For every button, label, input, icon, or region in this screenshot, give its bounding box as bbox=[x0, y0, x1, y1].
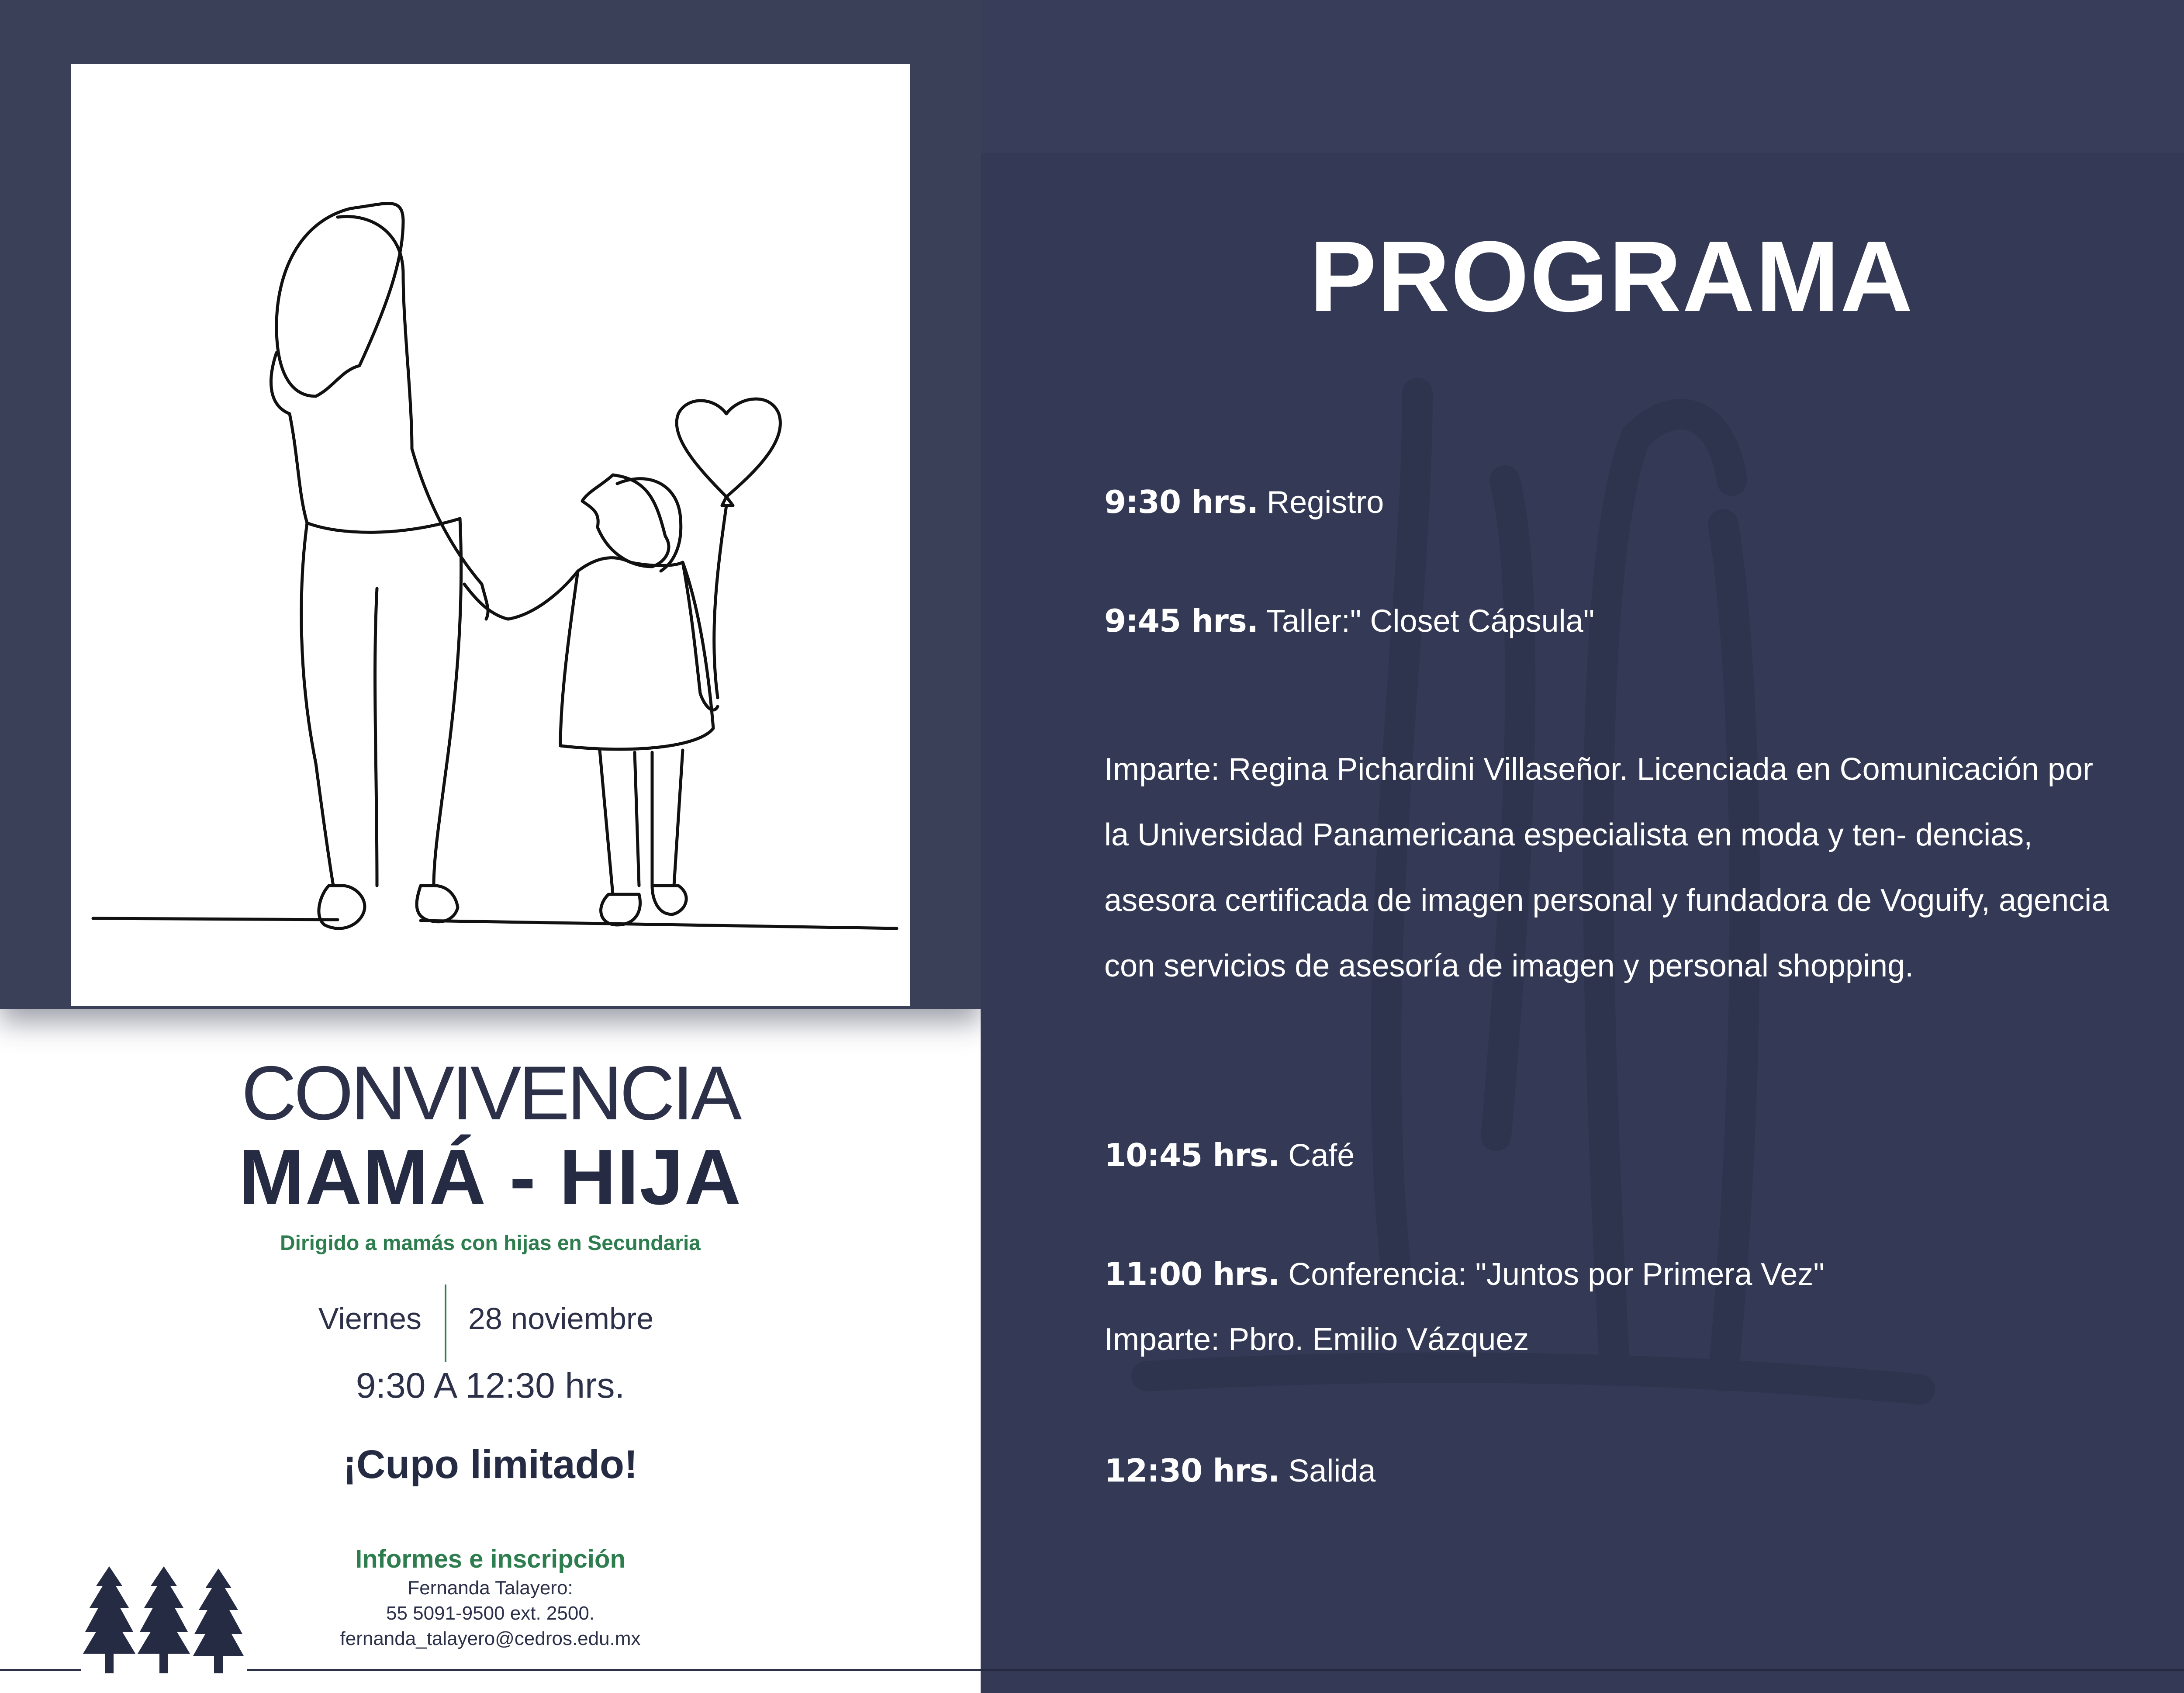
program-item-time: 12:30 hrs. bbox=[1104, 1452, 1280, 1489]
program-item bbox=[1104, 1137, 1355, 1174]
event-time: 9:30 A 12:30 hrs. bbox=[356, 1366, 625, 1406]
footer-line-left bbox=[0, 1669, 81, 1671]
program-item-time: 11:00 hrs. bbox=[1104, 1256, 1280, 1292]
contact-name: Fernanda Talayero: bbox=[408, 1577, 573, 1599]
program-speaker-bio bbox=[1104, 737, 2122, 999]
event-subtitle: Dirigido a mamás con hijas en Secundaria bbox=[280, 1232, 701, 1255]
program-item bbox=[1104, 1452, 1376, 1489]
contact-phone: 55 5091-9500 ext. 2500. bbox=[386, 1603, 595, 1624]
program-item-text: Conferencia: "Juntos por Primera Vez" bbox=[1279, 1257, 1825, 1292]
pine-trees-logo-icon bbox=[83, 1566, 245, 1673]
program-speaker bbox=[1104, 1324, 1529, 1355]
program-item-text: Taller:" Closet Cápsula" bbox=[1258, 604, 1595, 639]
contact-heading: Informes e inscripción bbox=[355, 1545, 625, 1573]
program-item-text: Café bbox=[1279, 1138, 1355, 1173]
program-item-time: 9:45 hrs. bbox=[1104, 602, 1258, 639]
footer-line bbox=[247, 1669, 981, 1671]
program-item bbox=[1104, 602, 1595, 639]
date-divider bbox=[445, 1284, 446, 1362]
left-panel bbox=[0, 0, 981, 1693]
speaker-bio-text: Regina Pichardini Villaseñor. Licenciada en Comunicación por la Universidad Panamericana especialista en moda y ten- dencias, asesora certificada de imagen personal y fundadora de Voguify, agencia con servicios de asesoría de imagen y personal shopping. bbox=[1104, 752, 2109, 983]
program-item-text: Registro bbox=[1258, 485, 1384, 520]
event-title-line1: CONVIVENCIA bbox=[241, 1051, 740, 1136]
event-day: Viernes bbox=[318, 1302, 422, 1336]
limited-capacity-notice: ¡Cupo limitado! bbox=[343, 1442, 638, 1487]
program-item bbox=[1104, 1258, 1825, 1290]
event-date: 28 noviembre bbox=[468, 1302, 654, 1336]
program-item-time: 9:30 hrs. bbox=[1104, 484, 1258, 520]
program-heading: PROGRAMA bbox=[1309, 220, 1914, 332]
program-item bbox=[1104, 486, 1384, 518]
contact-email: fernanda_talayero@cedros.edu.mx bbox=[340, 1628, 641, 1649]
program-item-text: Salida bbox=[1279, 1454, 1376, 1489]
mother-daughter-line-art bbox=[71, 64, 910, 1006]
date-row bbox=[0, 1284, 981, 1363]
event-title-line2: MAMÁ - HIJA bbox=[238, 1133, 742, 1221]
speaker-label: Imparte: bbox=[1104, 1322, 1229, 1357]
speaker-name: Pbro. Emilio Vázquez bbox=[1228, 1322, 1529, 1357]
program-item-time: 10:45 hrs. bbox=[1104, 1137, 1280, 1174]
footer-line-right bbox=[981, 1669, 2184, 1671]
speaker-label: Imparte: bbox=[1104, 752, 1229, 787]
